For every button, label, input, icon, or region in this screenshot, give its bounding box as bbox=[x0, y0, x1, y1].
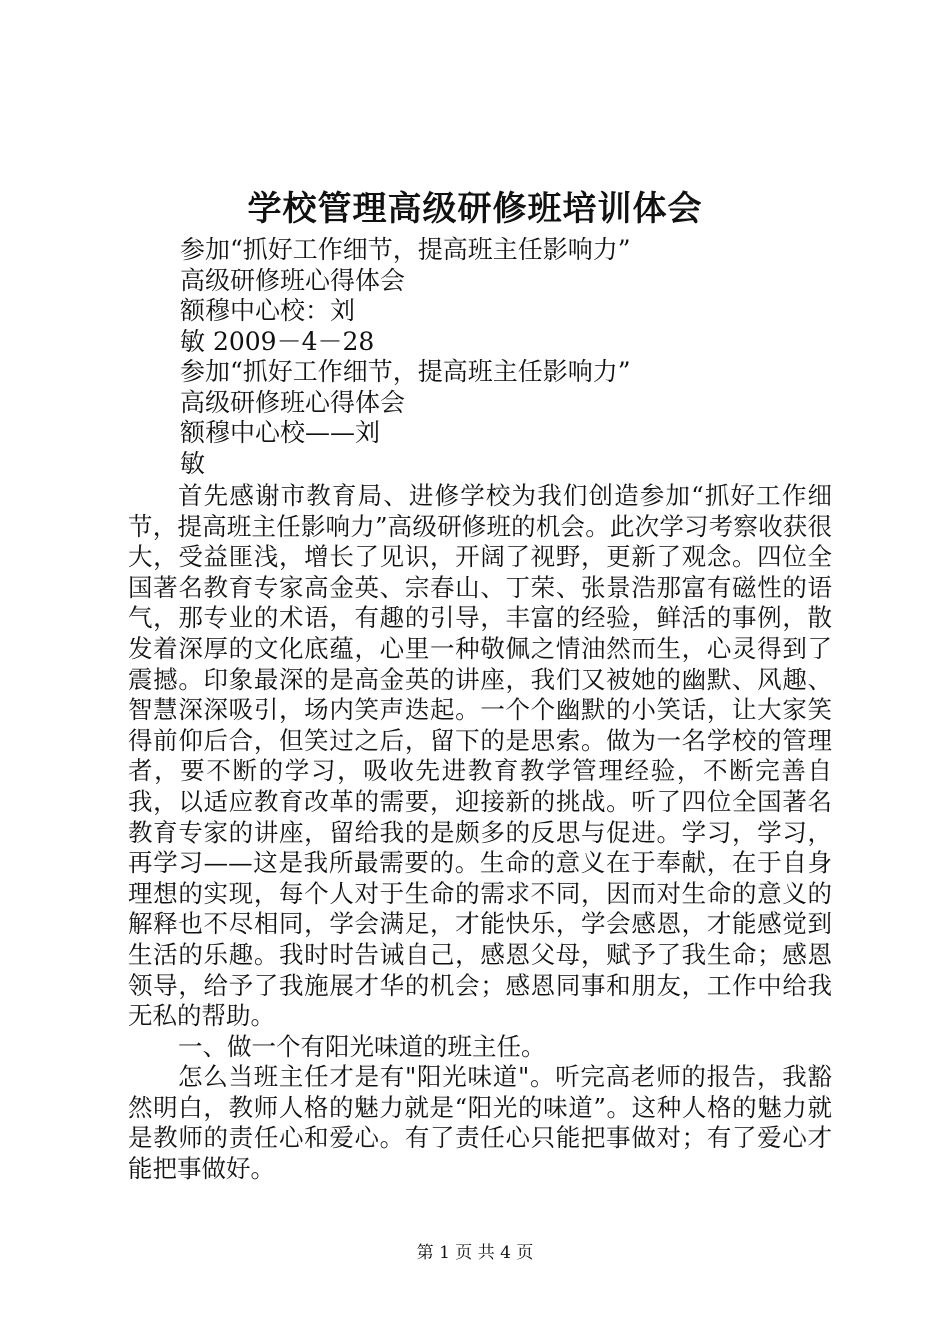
page-footer: 第 1 页 共 4 页 bbox=[416, 1243, 534, 1263]
header-line: 高级研修班心得体会 bbox=[180, 387, 406, 417]
document-header-block bbox=[180, 235, 860, 479]
document-body bbox=[128, 481, 832, 1185]
header-line: 敏 bbox=[180, 448, 206, 478]
header-line: 参加“抓好工作细节，提高班主任影响力” bbox=[180, 357, 631, 386]
header-line: 额穆中心校：刘 bbox=[180, 296, 356, 325]
body-paragraph: 怎么当班主任才是有"阳光味道"。听完高老师的报告，我豁然明白，教师人格的魅力就是“阳光的味道”。这种人格的魅力就是教师的责任心和爱心。有了责任心只能把事做对；有了爱心才能把事做好。 bbox=[128, 1062, 832, 1184]
header-line: 额穆中心校——刘 bbox=[180, 418, 381, 447]
header-line: 参加“抓好工作细节，提高班主任影响力” bbox=[180, 235, 631, 264]
header-line: 敏 2009－4－28 bbox=[180, 326, 375, 356]
body-paragraph: 首先感谢市教育局、进修学校为我们创造参加“抓好工作细节，提高班主任影响力”高级研修班的机会。此次学习考察收获很大，受益匪浅，增长了见识，开阔了视野，更新了观念。四位全国著名教育专家高金英、宗春山、丁荣、张景浩那富有磁性的语气，那专业的术语，有趣的引导，丰富的经验，鲜活的事例，散发着深厚的文化底蕴，心里一种敬佩之情油然而生，心灵得到了震撼。印象最深的是高金英的讲座，我们又被她的幽默、风趣、智慧深深吸引，场内笑声迭起。一个个幽默的小笑话，让大家笑得前仰后合，但笑过之后，留下的是思索。做为一名学校的管理者，要不断的学习，吸收先进教育教学管理经验，不断完善自我，以适应教育改革的需要，迎接新的挑战。听了四位全国著名教育专家的讲座，留给我的是颇多的反思与促进。学习，学习，再学习——这是我所最需要的。生命的意义在于奉献，在于自身理想的实现，每个人对于生命的需求不同，因而对生命的意义的解释也不尽相同，学会满足，才能快乐，学会感恩，才能感觉到生活的乐趣。我时时告诫自己，感恩父母，赋予了我生命；感恩领导，给予了我施展才华的机会；感恩同事和朋友，工作中给我无私的帮助。 bbox=[128, 481, 832, 1031]
section-heading: 一、做一个有阳光味道的班主任。 bbox=[178, 1031, 546, 1061]
header-line: 高级研修班心得体会 bbox=[180, 265, 406, 295]
document-title: 学校管理高级研修班培训体会 bbox=[247, 189, 703, 229]
